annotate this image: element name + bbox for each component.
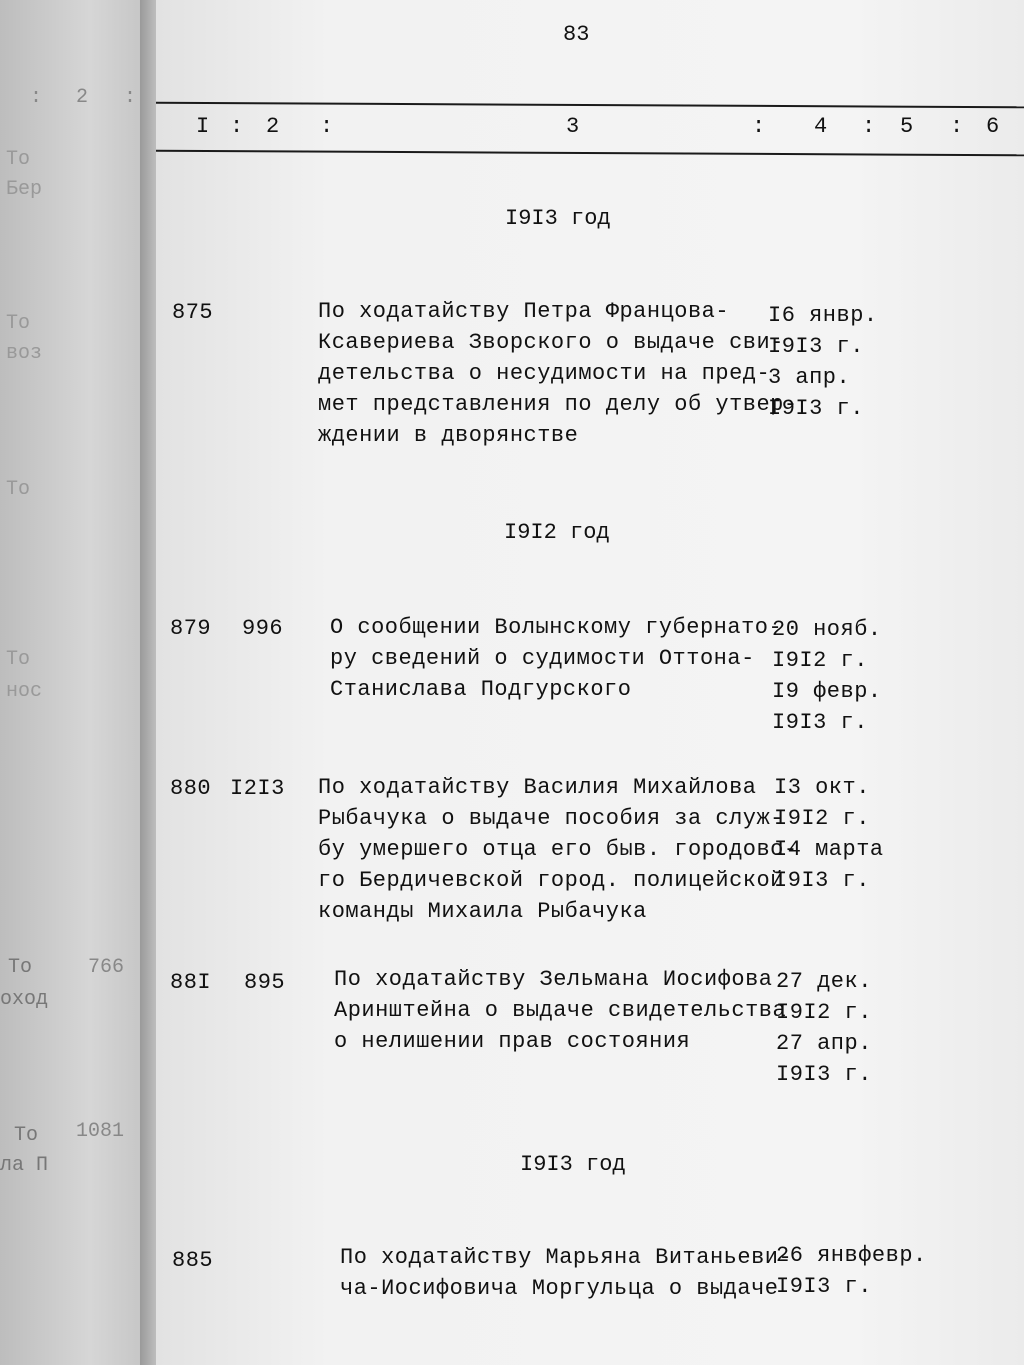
- section-year-heading: I9I3 год: [520, 1152, 626, 1177]
- left-page-number-fragment: 1081: [76, 1120, 125, 1143]
- description-line: мет представления по делу об утвер-: [318, 392, 798, 417]
- header-separator: :: [950, 114, 964, 139]
- record-number: 88I: [170, 970, 212, 995]
- description-line: По ходатайству Марьяна Витаньеви-: [340, 1245, 793, 1270]
- date-line: I9I3 г.: [772, 710, 868, 735]
- record-dates: [776, 1240, 927, 1302]
- header-col-5: 5: [900, 114, 914, 139]
- archive-number: 996: [242, 616, 284, 641]
- record-description: [340, 1242, 792, 1304]
- date-line: I9I3 г.: [768, 396, 864, 421]
- record-dates: [772, 614, 882, 738]
- description-line: ждении в дворянстве: [318, 423, 579, 448]
- description-line: О сообщении Волынскому губернато-: [330, 615, 783, 640]
- date-line: I3 окт.: [774, 775, 870, 800]
- date-line: 26 янвфевр.: [776, 1243, 927, 1268]
- description-line: Аринштейна о выдаче свидетельства: [334, 998, 787, 1023]
- header-col-2: 2: [266, 114, 280, 139]
- left-page-text-fragment: оход: [0, 988, 49, 1011]
- description-line: По ходатайству Василия Михайлова: [318, 775, 757, 800]
- record-dates: [776, 966, 872, 1090]
- date-line: I9I3 г.: [768, 334, 864, 359]
- date-line: I9 февр.: [772, 679, 882, 704]
- record-number: 875: [172, 300, 214, 325]
- left-page-text-fragment: То: [6, 478, 31, 501]
- date-line: 20 нояб.: [772, 617, 882, 642]
- description-line: ру сведений о судимости Оттона-: [330, 646, 755, 671]
- left-page-text-fragment: воз: [6, 342, 43, 365]
- description-line: По ходатайству Петра Францова-: [318, 299, 730, 324]
- date-line: I6 янвр.: [768, 303, 878, 328]
- left-page-header-fragment: :: [124, 86, 137, 109]
- date-line: I9I3 г.: [776, 1274, 872, 1299]
- left-page-edge: [0, 0, 150, 1365]
- left-page-text-fragment: То: [6, 312, 31, 335]
- header-col-3: 3: [566, 114, 580, 139]
- left-page-text-fragment: То: [14, 1124, 39, 1147]
- left-page-number-fragment: 766: [88, 956, 125, 979]
- record-dates: [768, 300, 878, 424]
- description-line: Станислава Подгурского: [330, 677, 632, 702]
- description-line: команды Михаила Рыбачука: [318, 899, 647, 924]
- description-line: детельства о несудимости на пред-: [318, 361, 771, 386]
- left-page-text-fragment: ла П: [0, 1154, 49, 1177]
- description-line: бу умершего отца его быв. городово-: [318, 837, 798, 862]
- header-col-1: I: [196, 114, 210, 139]
- left-page-text-fragment: То: [8, 956, 33, 979]
- header-separator: :: [230, 114, 244, 139]
- archive-number: I2I3: [230, 776, 285, 801]
- record-dates: [774, 772, 884, 896]
- date-line: I9I2 г.: [774, 806, 870, 831]
- section-year-heading: I9I2 год: [504, 520, 610, 545]
- date-line: I9I3 г.: [774, 868, 870, 893]
- archive-number: 895: [244, 970, 286, 995]
- left-page-text-fragment: То: [6, 648, 31, 671]
- date-line: 27 дек.: [776, 969, 872, 994]
- record-number: 885: [172, 1248, 214, 1273]
- date-line: 27 апр.: [776, 1031, 872, 1056]
- description-line: го Бердичевской город. полицейской: [318, 868, 784, 893]
- record-number: 879: [170, 616, 212, 641]
- date-line: I9I2 г.: [776, 1000, 872, 1025]
- description-line: о нелишении прав состояния: [334, 1029, 691, 1054]
- header-separator: :: [320, 114, 334, 139]
- header-separator: :: [862, 114, 876, 139]
- left-page-header-fragment: 2: [76, 86, 89, 109]
- description-line: По ходатайству Зельмана Иосифова: [334, 967, 773, 992]
- record-description: [318, 296, 798, 451]
- header-separator: :: [752, 114, 766, 139]
- date-line: I9I3 г.: [776, 1062, 872, 1087]
- date-line: I4 марта: [774, 837, 884, 862]
- record-description: [330, 612, 782, 705]
- page-number: 83: [563, 22, 590, 47]
- left-page-text-fragment: То: [6, 148, 31, 171]
- record-description: [318, 772, 798, 927]
- description-line: ча-Иосифовича Моргульца о выдаче: [340, 1276, 779, 1301]
- section-year-heading: I9I3 год: [505, 206, 611, 231]
- description-line: Ксавериева Зворского о выдаче сви-: [318, 330, 784, 355]
- date-line: 3 апр.: [768, 365, 851, 390]
- header-col-4: 4: [814, 114, 828, 139]
- date-line: I9I2 г.: [772, 648, 868, 673]
- left-page-header-fragment: :: [30, 86, 43, 109]
- left-page-text-fragment: Бер: [6, 178, 43, 201]
- description-line: Рыбачука о выдаче пособия за служ-: [318, 806, 784, 831]
- record-number: 880: [170, 776, 212, 801]
- record-description: [334, 964, 786, 1057]
- header-col-6: 6: [986, 114, 1000, 139]
- left-page-text-fragment: нос: [6, 680, 43, 703]
